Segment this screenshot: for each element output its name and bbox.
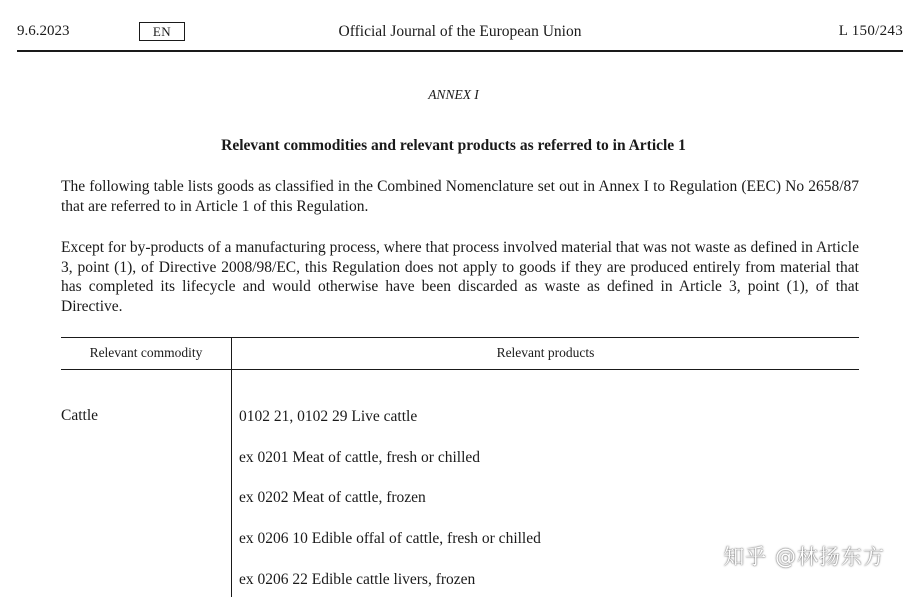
annex-title: Relevant commodities and relevant products as referred to in Article 1	[221, 137, 686, 154]
table-header-rule	[61, 369, 859, 370]
list-item: ex 0206 10 Edible offal of cattle, fresh or chilled	[239, 530, 541, 548]
column-header-commodity: Relevant commodity	[89, 345, 203, 360]
list-item: ex 0202 Meat of cattle, frozen	[239, 489, 426, 507]
intro-paragraph: The following table lists goods as classified in the Combined Nomenclature set out in Annex I to Regulation (EEC) No 2658/87 that are referred to in Article 1 of this Regulation.	[61, 178, 859, 215]
page-header	[17, 22, 903, 44]
language-badge: EN	[139, 22, 185, 41]
table-column-divider	[231, 337, 232, 597]
journal-title: Official Journal of the European Union	[338, 23, 582, 40]
page-reference: L 150/243	[838, 23, 903, 39]
list-item: ex 0201 Meat of cattle, fresh or chilled	[239, 448, 481, 466]
list-item: 0102 21, 0102 29 Live cattle	[239, 408, 418, 425]
annex-label: ANNEX I	[428, 87, 479, 102]
header-divider	[17, 50, 903, 52]
column-header-products: Relevant products	[496, 345, 595, 360]
exception-paragraph: Except for by-products of a manufacturing process, where that process involved material that was not waste as defined in Article 3, point (1), of Directive 2008/98/EC, this Regulation does not apply to goods if they are produced entirely from material that has completed its lifecycle and would otherwise have been discarded as waste as defined in Article 3, point (1), of that Directive.	[61, 239, 859, 315]
table-row-commodity: Cattle	[61, 407, 99, 424]
table-top-rule	[61, 337, 859, 338]
list-item: ex 0206 22 Edible cattle livers, frozen	[239, 570, 476, 588]
header-date: 9.6.2023	[17, 23, 70, 39]
product-list	[239, 407, 541, 610]
watermark: 知乎 @林扬东方	[723, 545, 885, 569]
